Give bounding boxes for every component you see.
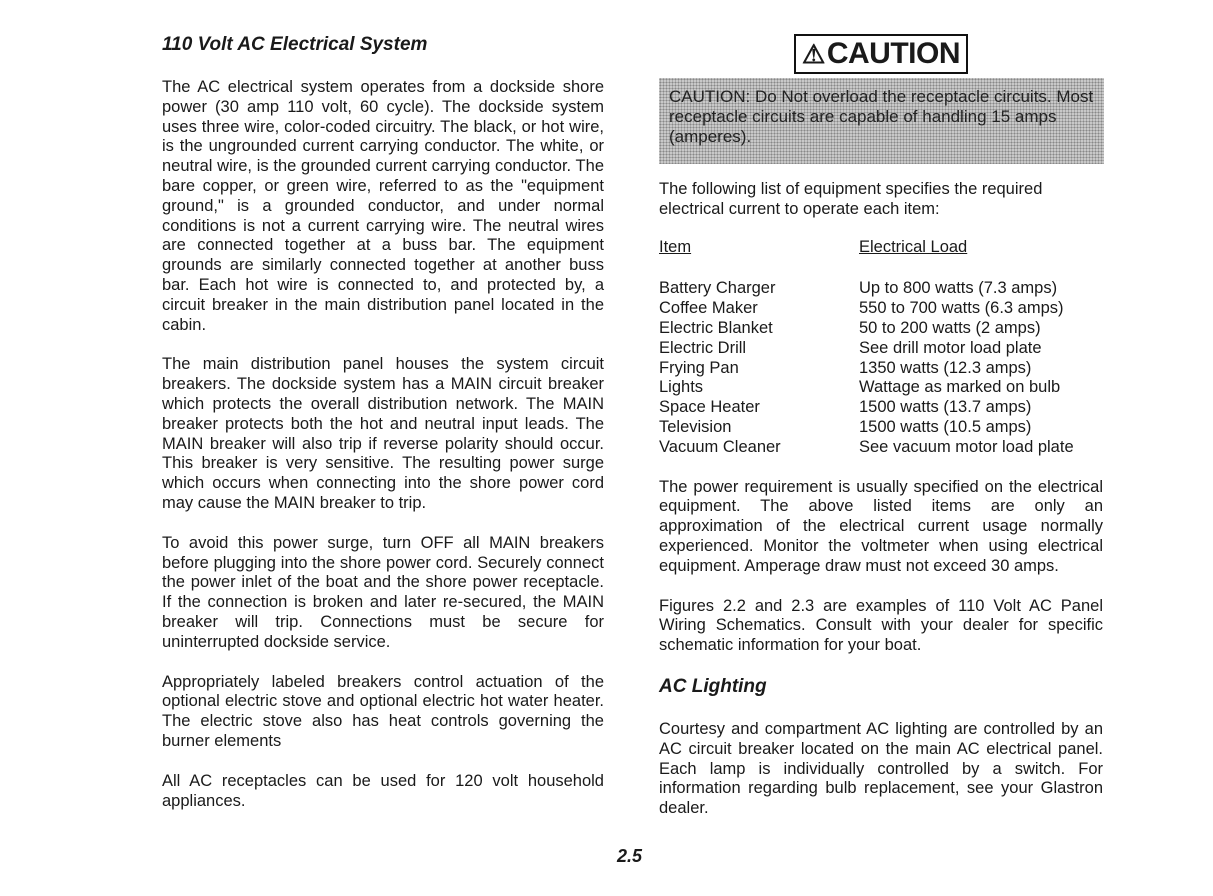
item-cell: Frying Pan — [659, 358, 739, 377]
load-cell: See vacuum motor load plate — [859, 437, 1074, 456]
load-cell: 1500 watts (10.5 amps) — [859, 417, 1032, 436]
item-cell: Electric Blanket — [659, 318, 773, 337]
left-column — [162, 34, 604, 831]
caution-label-box — [794, 34, 968, 74]
page-number: 2.5 — [617, 846, 643, 866]
paragraph: All AC receptacles can be used for 120 volt household appliances. — [162, 771, 604, 810]
table-row — [659, 398, 1103, 418]
equipment-intro: The following list of equipment specifies the required electrical current to operate each item: — [659, 180, 1043, 218]
table-row — [659, 319, 1103, 339]
section-title-ac-system: 110 Volt AC Electrical System — [162, 34, 428, 55]
caution-message: CAUTION: Do Not overload the receptacle circuits. Most receptacle circuits are capable of handling 15 amps (amperes). — [659, 78, 1104, 164]
paragraph: The main distribution panel houses the system circuit breakers. The dockside system has a MAIN circuit breaker which protects the overall distribution network. The MAIN breaker protects both the hot and neutral input leads. The MAIN breaker will also trip if reverse polarity should occur. This breaker is very sensitive. The resulting power surge which occurs when connecting into the shore power cord may cause the MAIN breaker to trip. — [162, 355, 604, 512]
table-row — [659, 378, 1103, 398]
electrical-load-table — [659, 238, 1103, 458]
item-cell: Coffee Maker — [659, 299, 758, 318]
item-cell: Electric Drill — [659, 338, 747, 357]
item-cell: Vacuum Cleaner — [659, 437, 781, 456]
paragraph: The power requirement is usually specified on the electrical equipment. The above listed items are only an approximation of the electrical current usage normally experienced. Monitor the voltmeter when using electrical equipment. Amperage draw must not exceed 30 amps. — [659, 477, 1103, 575]
table-row — [659, 299, 1103, 319]
load-cell: 550 to 700 watts (6.3 amps) — [859, 299, 1064, 318]
column-header-electrical-load: Electrical Load — [859, 237, 968, 256]
caution-label: CAUTION — [826, 37, 960, 70]
item-cell: Television — [659, 417, 732, 436]
item-cell: Space Heater — [659, 398, 760, 417]
section-title-ac-lighting: AC Lighting — [659, 675, 767, 697]
column-header-item: Item — [659, 237, 692, 256]
table-row — [659, 339, 1103, 359]
warning-triangle-icon: ⚠ — [802, 39, 825, 69]
load-cell: See drill motor load plate — [859, 338, 1042, 357]
table-row — [659, 418, 1103, 438]
item-cell: Lights — [659, 378, 704, 397]
right-column — [659, 34, 1103, 839]
lighting-paragraph: Courtesy and compartment AC lighting are controlled by an AC circuit breaker located on the main AC electrical panel. Each lamp is individually controlled by a switch. For information regarding bulb replacement, see your Glastron dealer. — [659, 719, 1103, 818]
load-cell: Up to 800 watts (7.3 amps) — [859, 279, 1058, 298]
load-cell: 1350 watts (12.3 amps) — [859, 358, 1032, 377]
table-row — [659, 279, 1103, 299]
table-row — [659, 438, 1103, 458]
table-row — [659, 359, 1103, 379]
paragraph: The AC electrical system operates from a dockside shore power (30 amp 110 volt, 60 cycle). The dockside system uses three wire, color-coded circuitry. The black, or hot wire, is the ungrounded current carrying conductor. The white, or neutral wire, is the grounded current carrying conductor. The bare copper, or green wire, referred to as the "equipment ground," is a grounded conductor, and under normal conditions is not a current carrying wire. The neutral wires are connected together at a buss bar. The equipment grounds are similarly connected together at another buss bar. Each hot wire is connected to, and protected by, a circuit breaker in the main distribution panel located in the cabin. — [162, 78, 604, 334]
paragraph: Figures 2.2 and 2.3 are examples of 110 Volt AC Panel Wiring Schematics. Consult with your dealer for specific schematic information for your boat. — [659, 596, 1103, 655]
table-header-row — [659, 238, 1103, 280]
load-cell: Wattage as marked on bulb — [859, 378, 1061, 397]
load-cell: 1500 watts (13.7 amps) — [859, 398, 1032, 417]
item-cell: Battery Charger — [659, 279, 776, 298]
paragraph: To avoid this power surge, turn OFF all MAIN breakers before plugging into the shore power cord. Securely connect the power inlet of the boat and the shore power receptacle. If the connection is broken and later re-secured, the MAIN breaker will trip. Connections must be secure for uninterrupted dockside service. — [162, 533, 604, 651]
load-cell: 50 to 200 watts (2 amps) — [859, 318, 1041, 337]
paragraph: Appropriately labeled breakers control actuation of the optional electric stove and optional electric hot water heater. The electric stove also has heat controls governing the burner elements — [162, 672, 604, 750]
caution-header — [659, 34, 1103, 74]
